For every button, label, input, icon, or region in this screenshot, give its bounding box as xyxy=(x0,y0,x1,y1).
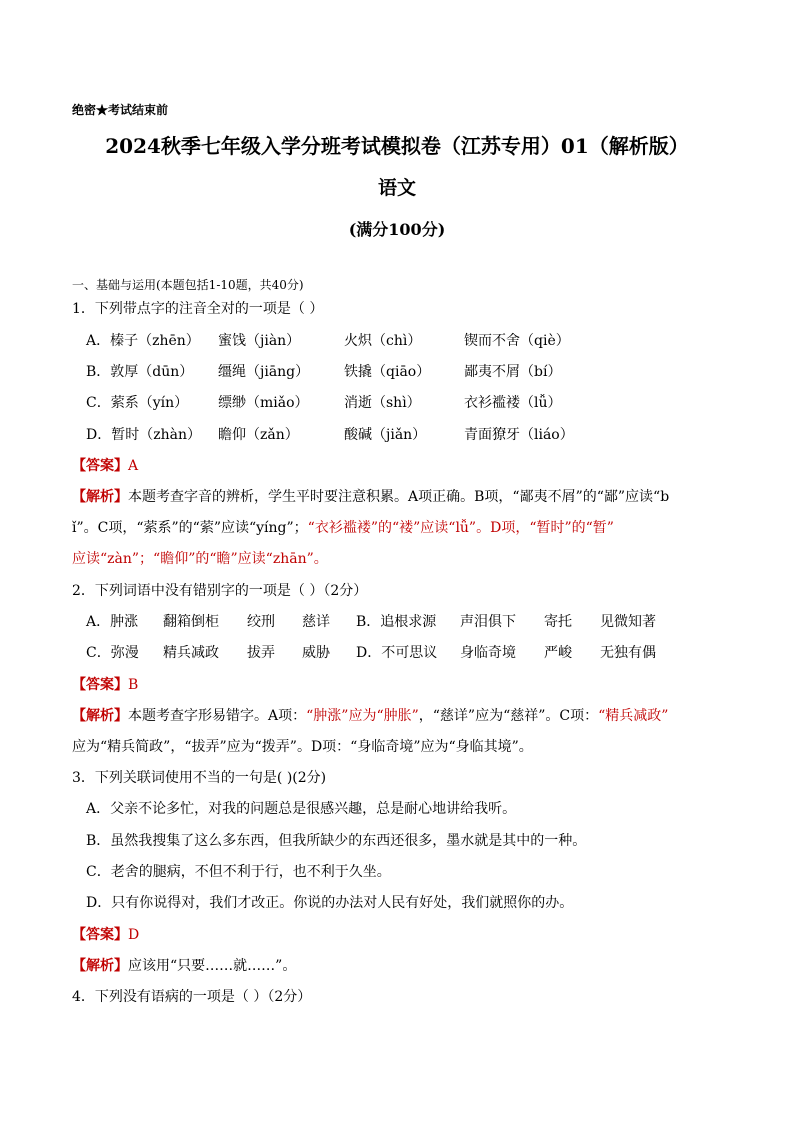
option-cell: 严峻 xyxy=(544,645,572,661)
option-cell: 蜜饯（jiàn） xyxy=(218,333,301,349)
analysis-text: “鄙夷不屑”的“鄙”应读“b xyxy=(512,489,670,505)
answer-value: A xyxy=(128,458,139,474)
option-cell: 锲而不舍（qiè） xyxy=(464,333,570,349)
option-cell: 威胁 xyxy=(302,645,330,661)
subject-title: 语文 xyxy=(377,177,416,199)
option-cell: 火炽（chì） xyxy=(344,333,422,349)
option-cell: A．榛子（zhēn） xyxy=(86,333,200,349)
full-score: (满分100分) xyxy=(348,220,446,239)
option-cell: 酸碱（jiǎn） xyxy=(344,427,427,443)
analysis-text: 应该用“只要……就……”。 xyxy=(128,958,297,974)
option-cell: 精兵减政 xyxy=(163,645,219,661)
analysis-text: ǐ”。C项，“萦系”的“萦”应读“yíng”； xyxy=(72,520,308,536)
option-cell: 声泪俱下 xyxy=(460,614,516,630)
analysis-tag: 【解析】 xyxy=(72,958,128,974)
question-3-stem: 3．下列关联词使用不当的一句是( )(2分) xyxy=(72,770,327,786)
confidential-label: 绝密★考试结束前 xyxy=(72,103,169,117)
option-cell: 缥缈（miǎo） xyxy=(218,395,309,411)
option-cell: 消逝（shì） xyxy=(344,395,421,411)
option-cell: A．肿涨 xyxy=(86,614,139,630)
option-cell: 无独有偶 xyxy=(600,645,656,661)
option-cell: B．追根求源 xyxy=(356,614,437,630)
option-cell: 翻箱倒柜 xyxy=(163,614,219,630)
option-cell: D．不可思议 xyxy=(356,645,438,661)
analysis-line xyxy=(72,549,328,569)
answer-line xyxy=(72,925,139,945)
answer-value: D xyxy=(128,927,140,943)
option-cell: 鄙夷不屑（bí） xyxy=(464,364,562,380)
option-cell: 衣衫褴褛（lǚ） xyxy=(464,395,562,411)
answer-line xyxy=(72,456,138,476)
analysis-line: 应为“精兵简政”，“拔弄”应为“拨弄”。D项：“身临奇境”应为“身临其境”。 xyxy=(72,739,533,755)
answer-line xyxy=(72,675,138,695)
option-cell: 瞻仰（zǎn） xyxy=(218,427,299,443)
option-cell: 寄托 xyxy=(544,614,572,630)
answer-value: B xyxy=(128,677,139,693)
option-cell: 拔弄 xyxy=(247,645,275,661)
analysis-text: 本题考查字形易错字。A项： xyxy=(128,708,307,724)
answer-tag: 【答案】 xyxy=(72,927,128,943)
analysis-text: “精兵减政” xyxy=(598,708,669,724)
analysis-text: ，“慈详”应为“慈祥”。C项： xyxy=(418,708,599,724)
question-4-stem: 4．下列没有语病的一项是（ ）（2分） xyxy=(72,989,312,1005)
answer-tag: 【答案】 xyxy=(72,458,128,474)
option-cell: C．萦系（yín） xyxy=(86,395,189,411)
option-cell: 身临奇境 xyxy=(460,645,516,661)
option-cell: 慈详 xyxy=(302,614,330,630)
option-cell: B．敦厚（dūn） xyxy=(86,364,194,380)
option-cell: D．暂时（zhàn） xyxy=(86,427,201,443)
analysis-text: “肿涨”应为“肿胀” xyxy=(306,708,419,724)
option-line: B．虽然我搜集了这么多东西，但我所缺少的东西还很多，墨水就是其中的一种。 xyxy=(86,833,587,849)
question-1-stem: 1．下列带点字的注音全对的一项是（ ） xyxy=(72,301,324,317)
option-line: A．父亲不论多忙，对我的问题总是很感兴趣，总是耐心地讲给我听。 xyxy=(86,801,517,817)
option-cell: 绞刑 xyxy=(247,614,275,630)
analysis-tag: 【解析】 xyxy=(72,708,128,724)
option-line: D．只有你说得对，我们才改正。你说的办法对人民有好处，我们就照你的办。 xyxy=(86,895,574,911)
section-heading: 一、基础与运用(本题包括1-10题，共40分) xyxy=(72,278,304,292)
analysis-line xyxy=(72,518,614,538)
answer-tag: 【答案】 xyxy=(72,677,128,693)
page-title: 2024秋季七年级入学分班考试模拟卷（江苏专用）01（解析版） xyxy=(105,134,689,158)
option-cell: 见微知著 xyxy=(600,614,656,630)
question-2-stem: 2．下列词语中没有错别字的一项是（ ）（2分） xyxy=(72,583,368,599)
option-cell: 铁撬（qiāo） xyxy=(344,364,431,380)
analysis-text: 应读“zàn”；“瞻仰”的“瞻”应读“zhān”。 xyxy=(72,551,328,567)
option-line: C．老舍的腿病，不但不利于行，也不利于久坐。 xyxy=(86,864,391,880)
option-cell: C．弥漫 xyxy=(86,645,139,661)
analysis-line xyxy=(72,706,668,726)
analysis-tag: 【解析】 xyxy=(72,489,128,505)
analysis-text: “衣衫褴褛”的“褛”应读“lǚ”。D项，“暂时”的“暂” xyxy=(307,520,614,536)
analysis-line xyxy=(72,487,669,507)
analysis-line xyxy=(72,956,296,976)
analysis-text: 本题考查字音的辨析，学生平时要注意积累。A项正确。B项， xyxy=(128,489,513,505)
option-cell: 缰绳（jiāng） xyxy=(218,364,310,380)
option-cell: 青面獠牙（liáo） xyxy=(464,427,574,443)
